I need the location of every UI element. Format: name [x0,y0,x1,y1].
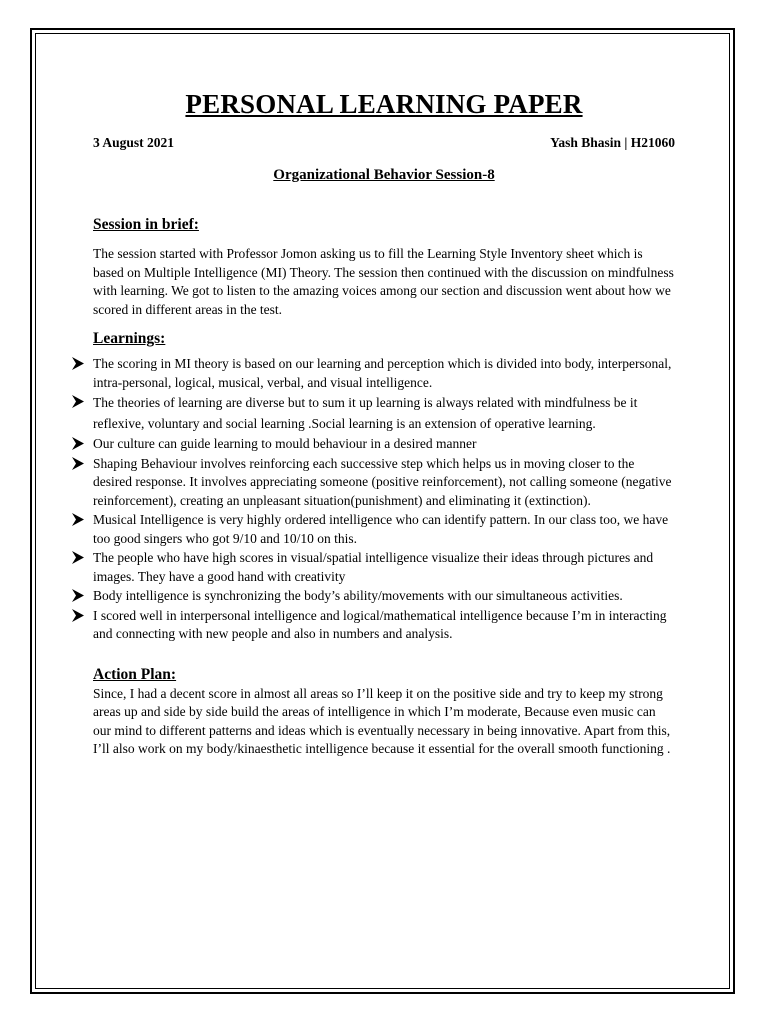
learning-item-text: Musical Intelligence is very highly ordered intelligence who can identify pattern. In our class too, we have too good singers who got 9/10 and 10/10 on this. [93,512,669,546]
arrowhead-bullet-icon [71,456,85,471]
list-item [71,355,675,392]
list-item [71,455,675,511]
arrowhead-bullet-icon [71,436,85,451]
list-item [71,607,675,644]
document-body [93,86,675,759]
list-item [71,587,675,606]
document-subtitle: Organizational Behavior Session-8 [273,167,495,183]
arrowhead-bullet-icon [71,512,85,527]
arrowhead-bullet-icon [71,608,85,623]
list-item [71,511,675,548]
learning-item-text: Shaping Behaviour involves reinforcing each successive step which helps us in moving closer to the desired response. It involves appreciating someone (positive reinforcement), not calling someone (negative reinforcement), creating an unpleasant situation(punishment) and eliminating it (extinction). [93,455,672,508]
learning-item-text: Body intelligence is synchronizing the body’s ability/movements with our simultaneous activities. [93,588,623,603]
document-date: 3 August 2021 [93,135,175,150]
learning-item-text: The scoring in MI theory is based on our learning and perception which is divided into body, interpersonal, intra-personal, logical, musical, verbal, and visual intelligence. [93,356,672,390]
arrowhead-bullet-icon [71,356,85,371]
learning-item-text: The theories of learning are diverse but to sum it up learning is always related with mindfulness be it reflexive, voluntary and social learning .Social learning is an extension of operative learning. [93,395,638,431]
action-plan-heading: Action Plan: [93,665,177,683]
list-item [71,393,675,434]
arrowhead-bullet-icon [71,550,85,565]
document-author: Yash Bhasin | H21060 [550,135,675,150]
arrowhead-bullet-icon [71,588,85,603]
list-item [71,549,675,586]
learnings-list [71,355,675,644]
list-item [71,435,675,454]
session-brief-text: The session started with Professor Jomon asking us to fill the Learning Style Inventory sheet which is based on Multiple Intelligence (MI) Theory. The session then continued with the discussion on mindfulness with learning. We got to listen to the amazing voices among our section and discussion went about how we scored in different areas in the test. [93,246,674,317]
arrowhead-bullet-icon [71,394,85,409]
learnings-heading: Learnings: [93,330,166,347]
learning-item-text: The people who have high scores in visual/spatial intelligence visualize their ideas through pictures and images. They have a good hand with creativity [93,550,654,584]
session-brief-heading: Session in brief: [93,216,199,233]
action-plan-text: Since, I had a decent score in almost all areas so I’ll keep it on the positive side and try to keep my strong areas up and side by side build the areas of intelligence in which I’m moderate, Because even music can our mind to different patterns and ideas which is eventually necessary in being innovative. Apart from this, I’ll also work on my body/kinaesthetic intelligence because it essential for the overall smooth functioning . [93,685,671,756]
document-title: PERSONAL LEARNING PAPER [185,89,583,119]
learning-item-text: I scored well in interpersonal intelligence and logical/mathematical intelligence because I’m in interacting and connecting with new people and also in numbers and analysis. [93,607,667,641]
document-meta [93,134,675,152]
learning-item-text: Our culture can guide learning to mould behaviour in a desired manner [93,436,477,451]
